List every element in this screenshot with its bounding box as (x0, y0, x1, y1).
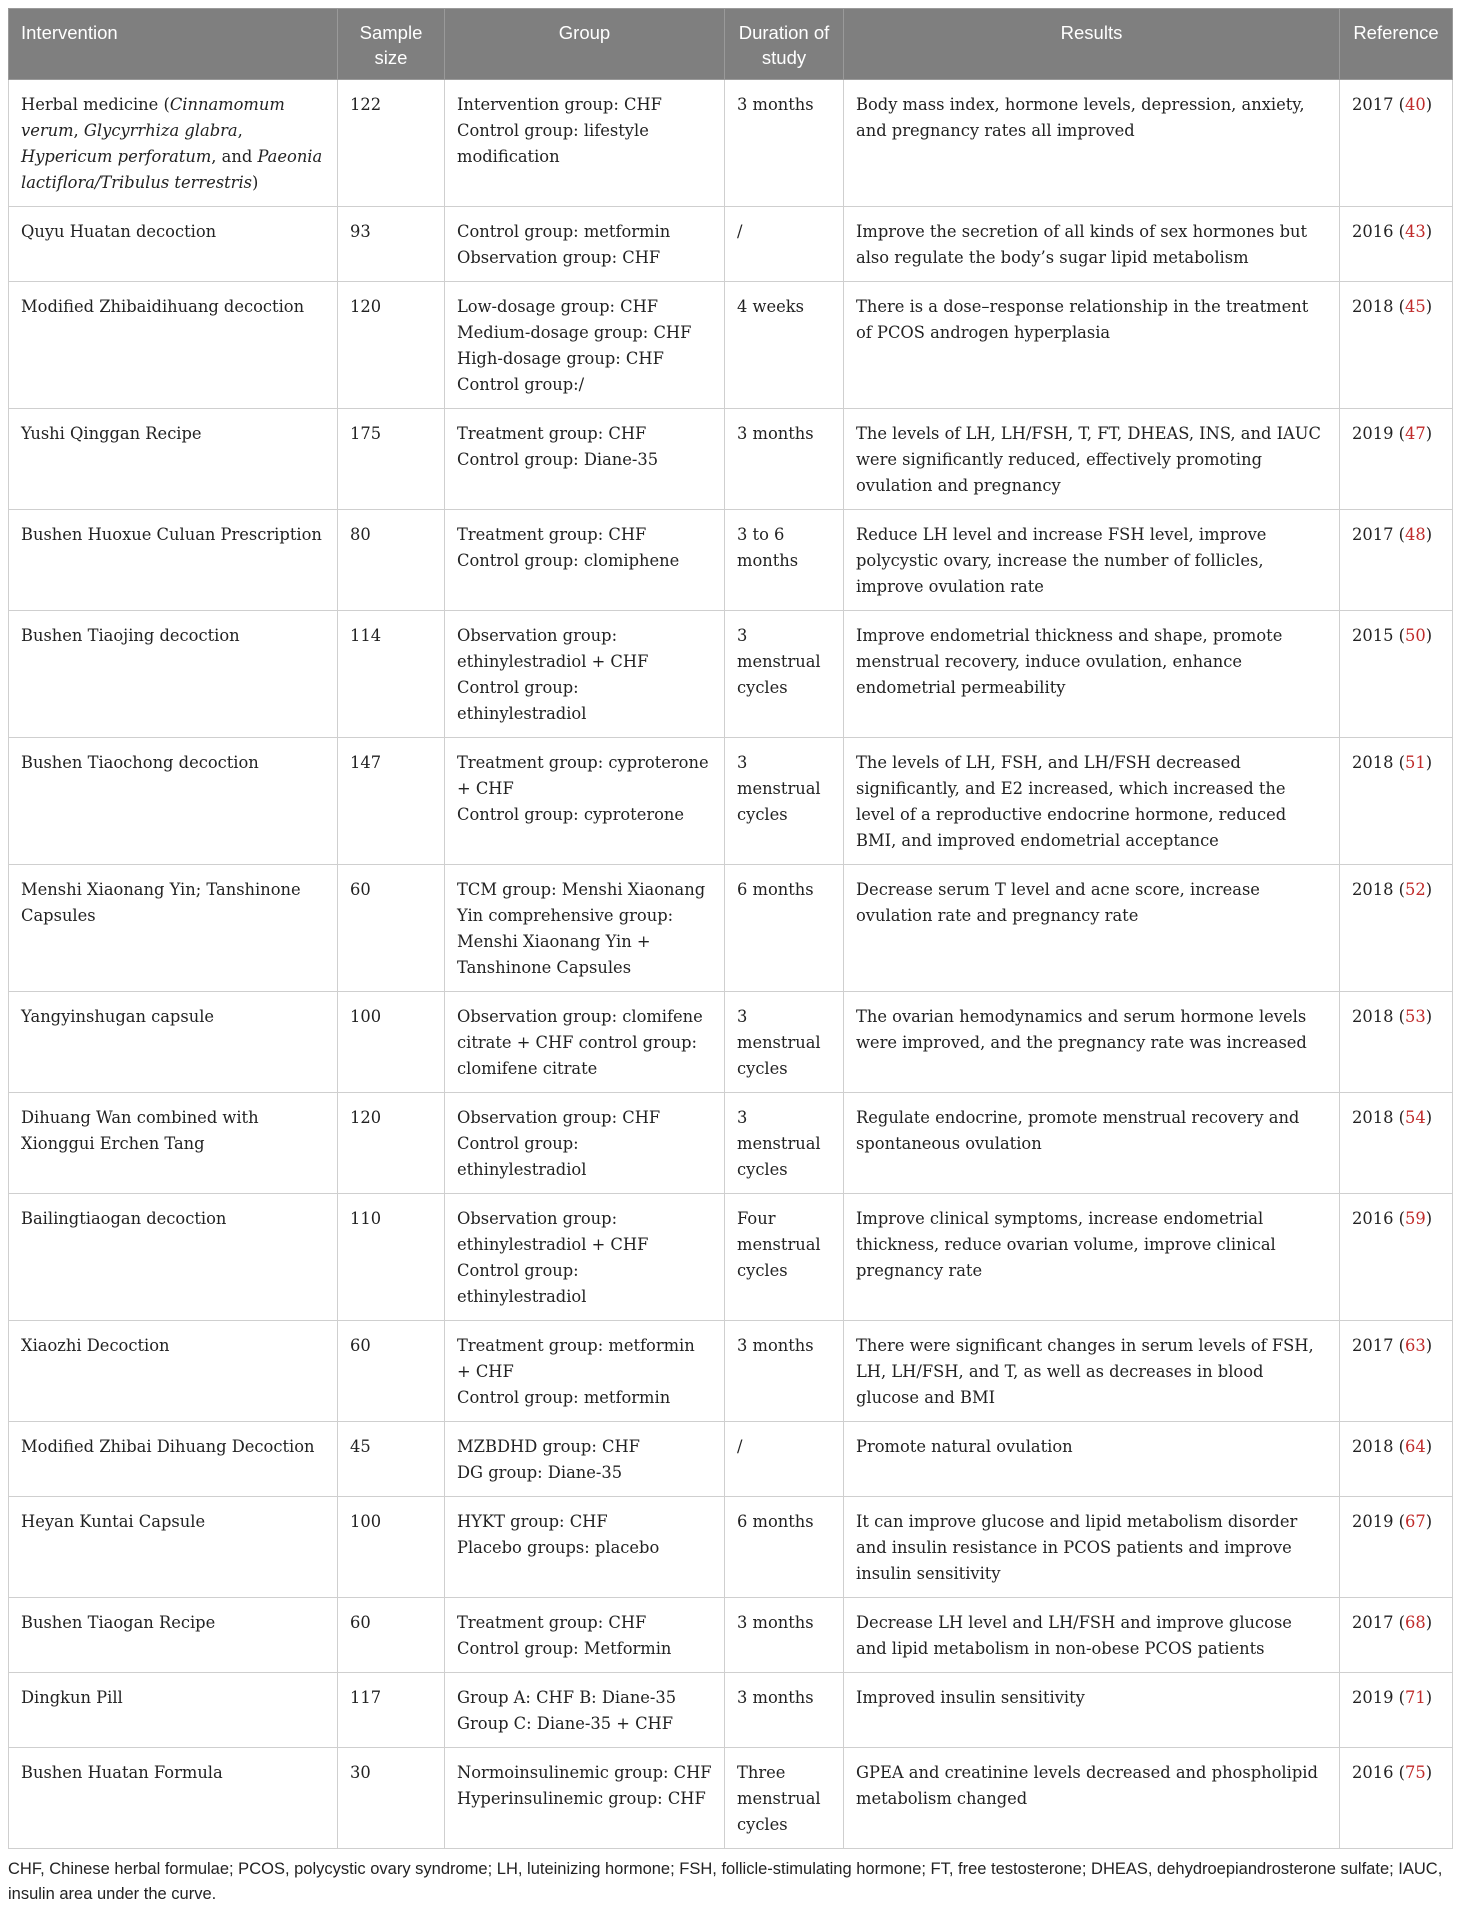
reference-link[interactable]: 75 (1404, 1763, 1426, 1782)
reference-link[interactable]: 47 (1404, 424, 1426, 443)
table-row (9, 1748, 1453, 1849)
cell-results: Body mass index, hormone levels, depression, anxiety, and pregnancy rates all improved (844, 80, 1340, 207)
cell-reference: 2019 (67) (1340, 1497, 1453, 1598)
table-container (8, 8, 1452, 1907)
cell-group: TCM group: Menshi Xiaonang Yin comprehensive group: Menshi Xiaonang Yin + Tanshinone Capsules (445, 865, 725, 992)
reference-link[interactable]: 64 (1404, 1437, 1426, 1456)
cell-intervention: Menshi Xiaonang Yin; Tanshinone Capsules (9, 865, 338, 992)
reference-year: 2018 (1352, 1437, 1399, 1456)
cell-group: Treatment group: metformin + CHF Control group: metformin (445, 1321, 725, 1422)
reference-link[interactable]: 53 (1404, 1007, 1426, 1026)
cell-duration: 4 weeks (725, 282, 844, 409)
reference-link[interactable]: 52 (1404, 880, 1426, 899)
cell-results: Promote natural ovulation (844, 1422, 1340, 1497)
reference-year: 2018 (1352, 880, 1399, 899)
reference-year: 2018 (1352, 297, 1399, 316)
header-reference: Reference (1340, 9, 1453, 80)
reference-year: 2017 (1352, 525, 1399, 544)
table-row (9, 738, 1453, 865)
reference-link[interactable]: 48 (1404, 525, 1426, 544)
table-row (9, 1093, 1453, 1194)
cell-duration: 3 to 6 months (725, 510, 844, 611)
cell-reference: 2018 (53) (1340, 992, 1453, 1093)
reference-year: 2016 (1352, 1763, 1399, 1782)
reference-year: 2019 (1352, 1688, 1399, 1707)
cell-group: MZBDHD group: CHF DG group: Diane-35 (445, 1422, 725, 1497)
cell-duration: Four menstrual cycles (725, 1194, 844, 1321)
cell-reference: 2018 (51) (1340, 738, 1453, 865)
cell-intervention: Bushen Tiaochong decoction (9, 738, 338, 865)
table-row (9, 992, 1453, 1093)
reference-link[interactable]: 45 (1404, 297, 1426, 316)
cell-results: The ovarian hemodynamics and serum hormone levels were improved, and the pregnancy rate was increased (844, 992, 1340, 1093)
reference-year: 2018 (1352, 753, 1399, 772)
cell-duration: / (725, 207, 844, 282)
reference-year: 2017 (1352, 1336, 1399, 1355)
cell-results: Improve endometrial thickness and shape, promote menstrual recovery, induce ovulation, enhance endometrial permeability (844, 611, 1340, 738)
cell-reference: 2016 (43) (1340, 207, 1453, 282)
table-row (9, 1673, 1453, 1748)
cell-intervention: Bushen Huatan Formula (9, 1748, 338, 1849)
reference-link[interactable]: 40 (1404, 95, 1426, 114)
reference-link[interactable]: 50 (1404, 626, 1426, 645)
cell-duration: / (725, 1422, 844, 1497)
reference-link[interactable]: 67 (1404, 1512, 1426, 1531)
cell-reference: 2018 (64) (1340, 1422, 1453, 1497)
cell-results: Improve the secretion of all kinds of sex hormones but also regulate the body’s sugar lipid metabolism (844, 207, 1340, 282)
cell-sample-size: 175 (338, 409, 445, 510)
cell-group: Treatment group: CHF Control group: Metformin (445, 1598, 725, 1673)
cell-results: Decrease serum T level and acne score, increase ovulation rate and pregnancy rate (844, 865, 1340, 992)
cell-group: HYKT group: CHF Placebo groups: placebo (445, 1497, 725, 1598)
reference-link[interactable]: 63 (1404, 1336, 1426, 1355)
cell-reference: 2017 (63) (1340, 1321, 1453, 1422)
cell-sample-size: 45 (338, 1422, 445, 1497)
cell-results: Improved insulin sensitivity (844, 1673, 1340, 1748)
cell-group: Observation group: CHF Control group: ethinylestradiol (445, 1093, 725, 1194)
cell-duration: 3 menstrual cycles (725, 992, 844, 1093)
cell-group: Group A: CHF B: Diane-35 Group C: Diane-35 + CHF (445, 1673, 725, 1748)
cell-results: It can improve glucose and lipid metabolism disorder and insulin resistance in PCOS patients and improve insulin sensitivity (844, 1497, 1340, 1598)
cell-group: Treatment group: CHF Control group: Diane-35 (445, 409, 725, 510)
table-row (9, 1497, 1453, 1598)
cell-results: GPEA and creatinine levels decreased and phospholipid metabolism changed (844, 1748, 1340, 1849)
cell-results: The levels of LH, LH/FSH, T, FT, DHEAS, INS, and IAUC were significantly reduced, effectively promoting ovulation and pregnancy (844, 409, 1340, 510)
cell-reference: 2016 (75) (1340, 1748, 1453, 1849)
cell-intervention: Modified Zhibaidihuang decoction (9, 282, 338, 409)
cell-sample-size: 100 (338, 1497, 445, 1598)
table-row (9, 865, 1453, 992)
cell-results: Decrease LH level and LH/FSH and improve glucose and lipid metabolism in non-obese PCOS patients (844, 1598, 1340, 1673)
cell-results: There were significant changes in serum levels of FSH, LH, LH/FSH, and T, as well as decreases in blood glucose and BMI (844, 1321, 1340, 1422)
cell-results: Regulate endocrine, promote menstrual recovery and spontaneous ovulation (844, 1093, 1340, 1194)
cell-reference: 2018 (54) (1340, 1093, 1453, 1194)
cell-sample-size: 120 (338, 1093, 445, 1194)
cell-duration: 3 months (725, 1673, 844, 1748)
cell-sample-size: 93 (338, 207, 445, 282)
header-sample-size: Sample size (338, 9, 445, 80)
cell-intervention: Bushen Tiaogan Recipe (9, 1598, 338, 1673)
cell-duration: 3 months (725, 1321, 844, 1422)
cell-duration: 6 months (725, 1497, 844, 1598)
cell-reference: 2018 (45) (1340, 282, 1453, 409)
cell-duration: 3 menstrual cycles (725, 611, 844, 738)
cell-group: Normoinsulinemic group: CHF Hyperinsulinemic group: CHF (445, 1748, 725, 1849)
reference-year: 2018 (1352, 1108, 1399, 1127)
table-row (9, 1422, 1453, 1497)
reference-link[interactable]: 68 (1404, 1613, 1426, 1632)
cell-duration: 3 menstrual cycles (725, 1093, 844, 1194)
cell-duration: Three menstrual cycles (725, 1748, 844, 1849)
cell-sample-size: 114 (338, 611, 445, 738)
table-row (9, 510, 1453, 611)
cell-group: Observation group: ethinylestradiol + CHF Control group: ethinylestradiol (445, 611, 725, 738)
table-row (9, 282, 1453, 409)
cell-intervention: Yushi Qinggan Recipe (9, 409, 338, 510)
header-group: Group (445, 9, 725, 80)
cell-sample-size: 60 (338, 1598, 445, 1673)
cell-intervention: Dingkun Pill (9, 1673, 338, 1748)
header-row (9, 9, 1453, 80)
cell-sample-size: 120 (338, 282, 445, 409)
cell-duration: 3 months (725, 1598, 844, 1673)
reference-year: 2017 (1352, 95, 1399, 114)
footnote: CHF, Chinese herbal formulae; PCOS, polycystic ovary syndrome; LH, luteinizing hormone; FSH, follicle-stimulating hormone; FT, free testosterone; DHEAS, dehydroepiandrosterone sulfate; IAUC, insulin area under the curve. (8, 1860, 1443, 1903)
reference-link[interactable]: 59 (1404, 1209, 1426, 1228)
cell-duration: 3 menstrual cycles (725, 738, 844, 865)
cell-sample-size: 80 (338, 510, 445, 611)
cell-results: Reduce LH level and increase FSH level, improve polycystic ovary, increase the number of follicles, improve ovulation rate (844, 510, 1340, 611)
cell-intervention: Yangyinshugan capsule (9, 992, 338, 1093)
cell-duration: 3 months (725, 80, 844, 207)
reference-year: 2019 (1352, 1512, 1399, 1531)
cell-sample-size: 60 (338, 865, 445, 992)
cell-intervention: Bushen Tiaojing decoction (9, 611, 338, 738)
cell-results: The levels of LH, FSH, and LH/FSH decreased significantly, and E2 increased, which increased the level of a reproductive endocrine hormone, reduced BMI, and improved endometrial acceptance (844, 738, 1340, 865)
cell-sample-size: 110 (338, 1194, 445, 1321)
cell-results: Improve clinical symptoms, increase endometrial thickness, reduce ovarian volume, improve clinical pregnancy rate (844, 1194, 1340, 1321)
cell-group: Intervention group: CHF Control group: lifestyle modification (445, 80, 725, 207)
cell-intervention: Dihuang Wan combined with Xionggui Erchen Tang (9, 1093, 338, 1194)
cell-results: There is a dose–response relationship in the treatment of PCOS androgen hyperplasia (844, 282, 1340, 409)
cell-intervention: Modified Zhibai Dihuang Decoction (9, 1422, 338, 1497)
cell-group: Treatment group: CHF Control group: clomiphene (445, 510, 725, 611)
cell-sample-size: 147 (338, 738, 445, 865)
header-duration: Duration of study (725, 9, 844, 80)
cell-reference: 2019 (47) (1340, 409, 1453, 510)
table-row (9, 207, 1453, 282)
cell-intervention: Herbal medicine (Cinnamomum verum, Glycyrrhiza glabra, Hypericum perforatum, and Paeonia lactiflora/Tribulus terrestris) (9, 80, 338, 207)
cell-sample-size: 100 (338, 992, 445, 1093)
cell-duration: 3 months (725, 409, 844, 510)
cell-group: Treatment group: cyproterone + CHF Control group: cyproterone (445, 738, 725, 865)
cell-sample-size: 117 (338, 1673, 445, 1748)
table-row (9, 1194, 1453, 1321)
reference-link[interactable]: 71 (1404, 1688, 1426, 1707)
cell-group: Observation group: clomifene citrate + CHF control group: clomifene citrate (445, 992, 725, 1093)
table-row (9, 1598, 1453, 1673)
table-row (9, 1321, 1453, 1422)
cell-reference: 2017 (68) (1340, 1598, 1453, 1673)
reference-link[interactable]: 51 (1404, 753, 1426, 772)
header-results: Results (844, 9, 1340, 80)
table-row (9, 80, 1453, 207)
cell-group: Control group: metformin Observation group: CHF (445, 207, 725, 282)
data-table (8, 8, 1453, 1849)
cell-reference: 2016 (59) (1340, 1194, 1453, 1321)
reference-year: 2016 (1352, 222, 1399, 241)
reference-year: 2018 (1352, 1007, 1399, 1026)
cell-reference: 2015 (50) (1340, 611, 1453, 738)
cell-reference: 2019 (71) (1340, 1673, 1453, 1748)
cell-sample-size: 60 (338, 1321, 445, 1422)
cell-sample-size: 122 (338, 80, 445, 207)
cell-reference: 2018 (52) (1340, 865, 1453, 992)
cell-reference: 2017 (40) (1340, 80, 1453, 207)
reference-link[interactable]: 43 (1404, 222, 1426, 241)
header-intervention: Intervention (9, 9, 338, 80)
table-row (9, 409, 1453, 510)
reference-year: 2017 (1352, 1613, 1399, 1632)
cell-reference: 2017 (48) (1340, 510, 1453, 611)
table-body (9, 80, 1453, 1849)
cell-intervention: Xiaozhi Decoction (9, 1321, 338, 1422)
reference-link[interactable]: 54 (1404, 1108, 1426, 1127)
cell-intervention: Quyu Huatan decoction (9, 207, 338, 282)
reference-year: 2016 (1352, 1209, 1399, 1228)
cell-group: Low-dosage group: CHF Medium-dosage group: CHF High-dosage group: CHF Control group:/ (445, 282, 725, 409)
cell-intervention: Heyan Kuntai Capsule (9, 1497, 338, 1598)
cell-sample-size: 30 (338, 1748, 445, 1849)
cell-group: Observation group: ethinylestradiol + CHF Control group: ethinylestradiol (445, 1194, 725, 1321)
table-row (9, 611, 1453, 738)
cell-intervention: Bailingtiaogan decoction (9, 1194, 338, 1321)
cell-intervention: Bushen Huoxue Culuan Prescription (9, 510, 338, 611)
cell-duration: 6 months (725, 865, 844, 992)
reference-year: 2019 (1352, 424, 1399, 443)
reference-year: 2015 (1352, 626, 1399, 645)
